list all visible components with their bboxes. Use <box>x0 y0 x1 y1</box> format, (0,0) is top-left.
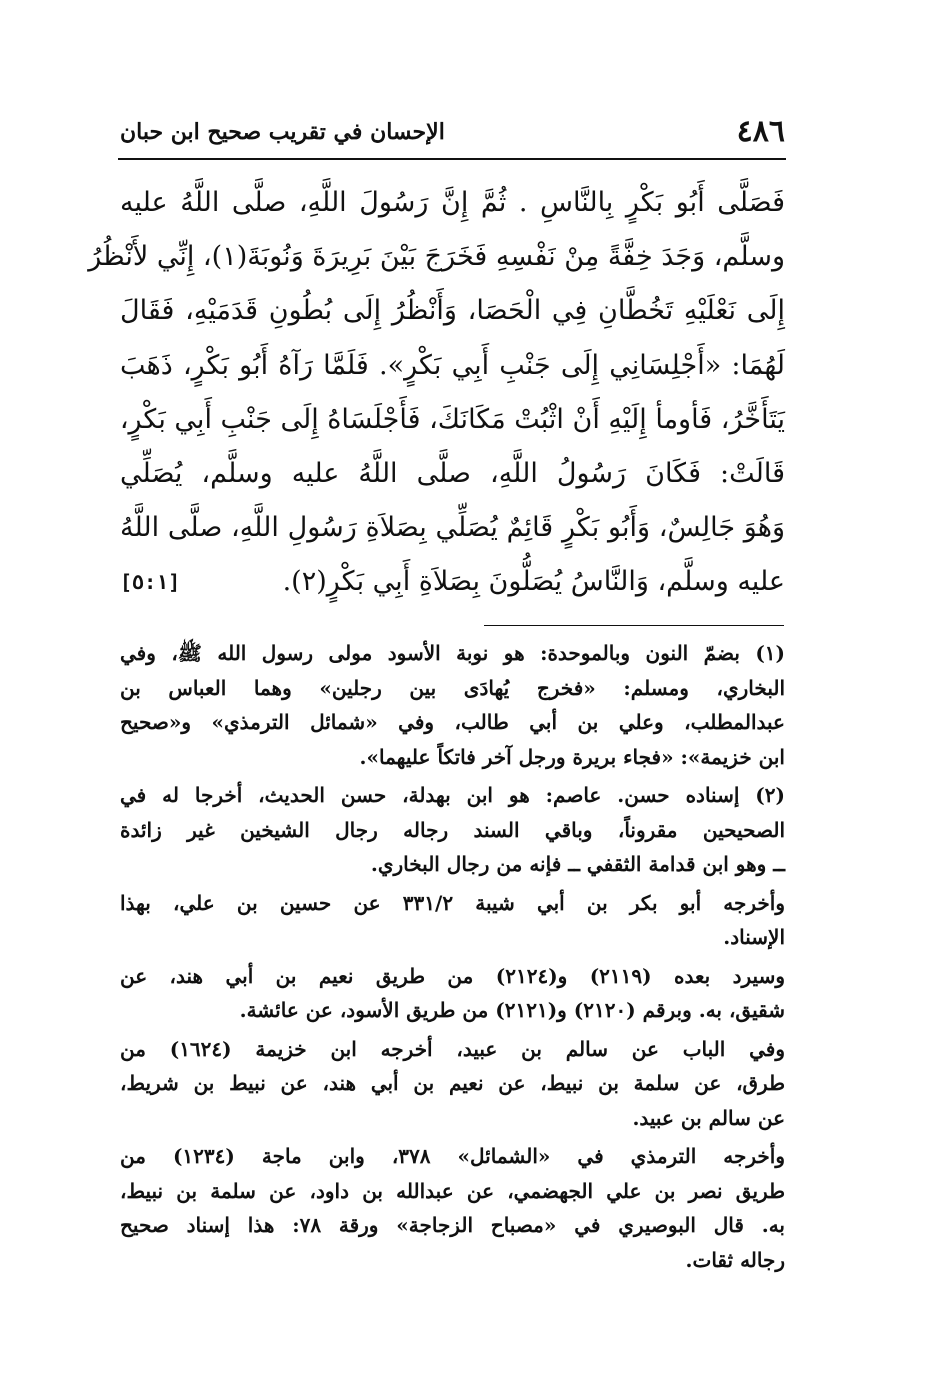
footnote-paragraph <box>120 886 785 955</box>
footnote-paragraph <box>120 1139 785 1277</box>
footnote-line: عبدالمطلب، وعلي بن أبي طالب، وفي «شمائل الترمذي» و«صحيح <box>120 710 785 734</box>
running-title: الإحسان في تقريب صحيح ابن حبان <box>120 119 445 145</box>
text-line: قَالَتْ: فَكَانَ رَسُولُ اللَّهِ، صلَّى اللَّهُ عليه وسلَّم، يُصَلِّي <box>120 457 785 489</box>
footnote-line: رجاله ثقات. <box>685 1247 785 1272</box>
text-line: وَهُوَ جَالِسٌ، وَأَبُو بَكْرٍ قَائِمٌ يُصَلِّي بِصَلاَةِ رَسُولِ اللَّهِ، صلَّى اللَّهُ <box>120 512 785 544</box>
footnote-line: (١) بضمّ النون وبالموحدة: هو نوبة الأسود مولى رسول الله ﷺ، وفي <box>120 641 785 665</box>
footnotes <box>120 636 785 1277</box>
text-line: وسلَّم، وَجَدَ خِفَّةً مِنْ نَفْسِهِ فَخَرَجَ بَيْنَ بَرِيرَةَ وَنُوبَةَ(١)، إِنِّي لأَنْظُرُ <box>88 241 785 273</box>
page-header <box>120 110 785 150</box>
text-line-content: عليه وسلَّم، وَالنَّاسُ يُصَلُّونَ بِصَلاَةِ أَبِي بَكْرٍ(٢). <box>282 566 785 598</box>
footnote-line: طريق نصر بن علي الجهضمي، عن عبدالله بن داود، عن سلمة بن نبيط، <box>120 1178 785 1203</box>
footnote-separator <box>484 625 784 626</box>
footnote-line: البخاري، ومسلم: «فخرج يُهادَى بين رجلين» وهما العباس بن <box>120 675 785 700</box>
footnote-line: طرق، عن سلمة بن نبيط، عن نعيم بن أبي هند، عن نبيط بن شريط، <box>120 1071 785 1095</box>
footnote-line: وسيرد بعده (٢١١٩) و(٢١٢٤) من طريق نعيم بن أبي هند، عن <box>120 963 785 988</box>
text-line: فَصَلَّى أَبُو بَكْرٍ بِالنَّاسِ . ثُمَّ إِنَّ رَسُولَ اللَّهِ، صلَّى اللَّهُ عليه <box>120 187 786 218</box>
hadith-text <box>88 176 786 610</box>
text-line: إِلَى نَعْلَيْهِ تَخُطَّانِ فِي الْحَصَا، وَأَنْظُرُ إِلَى بُطُونِ قَدَمَيْهِ، فَقَالَ <box>120 295 785 327</box>
footnote-line: وأخرجه الترمذي في «الشمائل» ٣٧٨، وابن ماجة (١٢٣٤) من <box>120 1144 785 1168</box>
footnote-line: عن سالم بن عبيد. <box>632 1105 785 1130</box>
footnote-line: وأخرجه أبو بكر بن أبي شيبة ٣٣١/٢ عن حسين بن علي، بهذا <box>120 890 786 915</box>
footnote-line: الإسناد. <box>723 925 785 949</box>
footnote-line: ــ وهو ابن قدامة الثقفي ــ فإنه من رجال البخاري. <box>370 852 785 876</box>
footnote-paragraph <box>120 1032 785 1136</box>
text-line: لَهُمَا: «أَجْلِسَانِي إِلَى جَنْبِ أَبِي بَكْرٍ». فَلَمَّا رَآهُ أَبُو بَكْرٍ، ذَهَبَ <box>120 349 785 381</box>
text-line: يَتَأَخَّرُ، فَأومأ إِلَيْهِ أَنْ اثْبُتْ مَكَانَكَ، فَأَجْلَسَاهُ إِلَى جَنْبِ أَبِي بَكْرٍ، <box>119 403 785 435</box>
footnote-line: الصحيحين مقروناً، وباقي السند رجاله رجال الشيخين غير زائدة <box>120 817 785 842</box>
page-number: ٤٨٦ <box>736 114 785 149</box>
footnote-line: شقيق، به. وبرقم (٢١٢٠) و(٢١٢١) من طريق الأسود، عن عائشة. <box>239 998 785 1022</box>
header-rule <box>118 158 786 160</box>
footnote-line: به. قال البوصيري في «مصباح الزجاجة» ورقة ٧٨: هذا إسناد صحيح <box>120 1213 785 1237</box>
reference-marker: [٥:١] <box>120 570 181 595</box>
footnote-2 <box>120 778 785 882</box>
footnote-line: (٢) إسناده حسن. عاصم: هو ابن بهدلة، حسن الحديث، أخرجا له في <box>120 783 785 807</box>
footnote-paragraph <box>120 959 785 1028</box>
text-line-last <box>120 555 785 609</box>
footnote-1 <box>120 636 785 774</box>
footnote-line: ابن خزيمة»: «فجاء بريرة ورجل آخر فاتكاً عليهما». <box>359 744 785 769</box>
footnote-line: وفي الباب عن سالم بن عبيد، أخرجه ابن خزيمة (١٦٢٤) من <box>120 1036 785 1061</box>
